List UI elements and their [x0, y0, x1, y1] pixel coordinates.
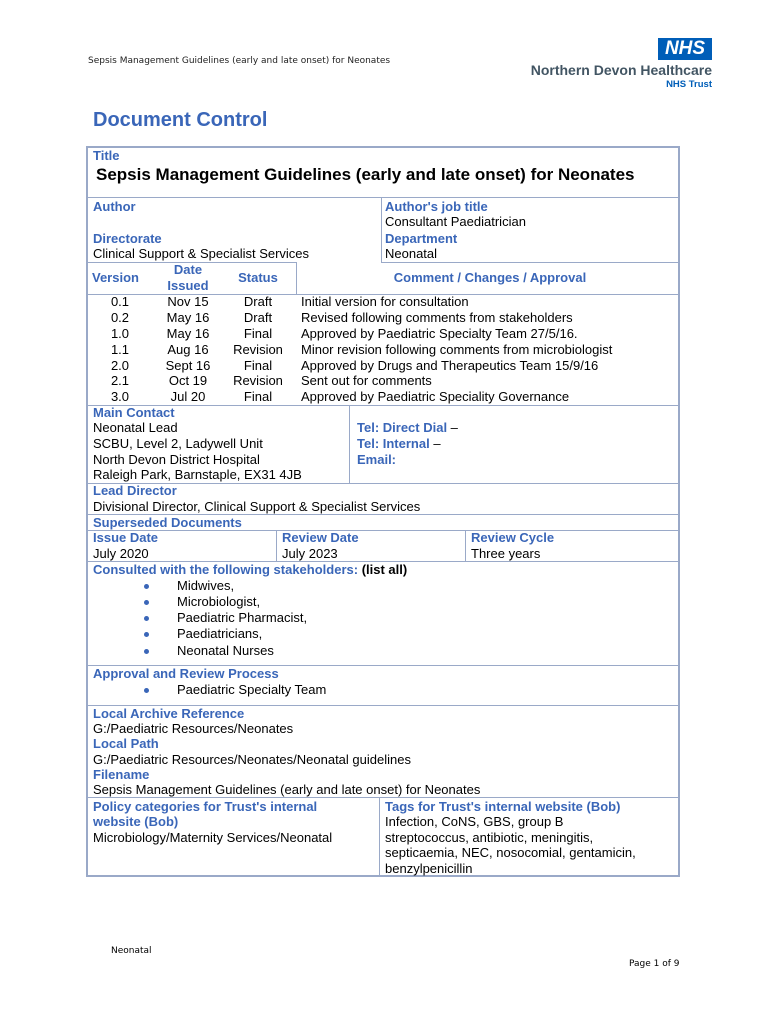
contact-line: SCBU, Level 2, Ladywell Unit [93, 436, 263, 451]
bullet-icon [144, 688, 149, 693]
tel-internal-value: – [429, 436, 441, 451]
date-cell: Jul 20 [170, 389, 206, 404]
comment-cell: Minor revision following comments from microbiologist [301, 342, 613, 357]
title-value: Sepsis Management Guidelines (early and late onset) for Neonates [96, 165, 635, 184]
tags-line: streptococcus, antibiotic, meningitis, [385, 830, 594, 845]
review-date-label: Review Date [282, 530, 359, 545]
status-cell: Draft [243, 294, 273, 309]
comment-cell: Approved by Drugs and Therapeutics Team 15/9/16 [301, 358, 599, 373]
tags-label: Tags for Trust's internal website (Bob) [385, 799, 621, 814]
version-cell: 1.0 [110, 326, 130, 341]
department-value: Neonatal [385, 246, 438, 261]
email-label: Email: [357, 452, 397, 467]
bullet-icon [144, 600, 149, 605]
version-cell: 3.0 [110, 389, 130, 404]
contact-line: Raleigh Park, Barnstaple, EX31 4JB [93, 467, 302, 482]
filename-value: Sepsis Management Guidelines (early and late onset) for Neonates [93, 782, 481, 797]
status-cell: Draft [243, 310, 273, 325]
tel-internal [357, 436, 441, 452]
review-date-value: July 2023 [282, 546, 338, 561]
approval-item: Paediatric Specialty Team [177, 682, 327, 697]
bullet-icon [144, 632, 149, 637]
comment-cell: Revised following comments from stakeholders [301, 310, 573, 325]
review-cycle-value: Three years [471, 546, 541, 561]
lead-director-value: Divisional Director, Clinical Support & Specialist Services [93, 499, 421, 514]
status-cell: Final [243, 358, 273, 373]
directorate-label: Directorate [93, 231, 162, 246]
col-dates-split2 [465, 531, 466, 562]
directorate-value: Clinical Support & Specialist Services [93, 246, 310, 261]
tel-direct-label: Tel: Direct Dial [357, 420, 448, 435]
version-cell: 0.2 [110, 310, 130, 325]
header-doc-name: Sepsis Management Guidelines (early and late onset) for Neonates [88, 56, 391, 66]
page-number: Page 1 of 9 [629, 959, 680, 969]
stakeholder-item: Midwives, [177, 578, 235, 593]
issue-date-label: Issue Date [93, 530, 159, 545]
version-cell: 2.1 [110, 373, 130, 388]
author-label: Author [93, 199, 136, 214]
stakeholder-item: Paediatricians, [177, 626, 263, 641]
date-cell: Aug 16 [167, 342, 209, 357]
contact-line: Neonatal Lead [93, 420, 178, 435]
consulted-label: Consulted with the following stakeholders: [93, 562, 359, 577]
status-cell: Revision [233, 373, 283, 388]
rule-title [87, 197, 679, 198]
local-archive-label: Local Archive Reference [93, 706, 245, 721]
status-cell: Final [243, 326, 273, 341]
policy-label-line1: Policy categories for Trust's internal [93, 799, 318, 814]
consulted-heading [93, 562, 407, 578]
col-author-split [381, 198, 382, 263]
status-cell: Revision [233, 342, 283, 357]
main-contact-label: Main Contact [93, 405, 175, 420]
tags-line: benzylpenicillin [385, 861, 473, 876]
bullet-icon [144, 649, 149, 654]
comment-cell: Initial version for consultation [301, 294, 469, 309]
date-cell: Nov 15 [167, 294, 209, 309]
date-header-line2: Issued [167, 278, 209, 293]
policy-label-line2: website (Bob) [93, 814, 179, 829]
policy-value: Microbiology/Maternity Services/Neonatal [93, 830, 333, 845]
approval-label: Approval and Review Process [93, 666, 279, 681]
local-path-label: Local Path [93, 736, 159, 751]
tags-line: septicaemia, NEC, nosocomial, gentamicin, [385, 845, 636, 860]
issue-date-value: July 2020 [93, 546, 149, 561]
date-cell: Oct 19 [168, 373, 208, 388]
status-cell: Final [243, 389, 273, 404]
local-path-value: G:/Paediatric Resources/Neonates/Neonatal guidelines [93, 752, 411, 767]
tel-direct [357, 420, 458, 436]
superseded-label: Superseded Documents [93, 515, 242, 530]
review-cycle-label: Review Cycle [471, 530, 555, 545]
page-title: Document Control [93, 109, 268, 131]
status-header: Status [238, 270, 278, 285]
org-name: Northern Devon Healthcare [530, 62, 712, 78]
local-archive-value: G:/Paediatric Resources/Neonates [93, 721, 294, 736]
col-dates-split1 [276, 531, 277, 562]
stakeholder-item: Paediatric Pharmacist, [177, 610, 308, 625]
job-title-label: Author's job title [385, 199, 488, 214]
version-header: Version [92, 270, 139, 285]
date-cell: May 16 [166, 310, 210, 325]
title-label: Title [93, 148, 120, 163]
nhs-logo: NHS [658, 38, 712, 60]
comment-header: Comment / Changes / Approval [393, 270, 587, 285]
stakeholder-item: Microbiologist, [177, 594, 261, 609]
tags-line: Infection, CoNS, GBS, group B [385, 814, 564, 829]
stakeholder-item: Neonatal Nurses [177, 643, 274, 658]
comment-cell: Approved by Paediatric Specialty Team 27/5/16. [301, 326, 578, 341]
date-cell: Sept 16 [165, 358, 211, 373]
rule-dept [382, 262, 679, 263]
col-contact-split [349, 406, 350, 484]
date-header-line1: Date [173, 262, 203, 277]
version-cell: 2.0 [110, 358, 130, 373]
version-cell: 0.1 [110, 294, 130, 309]
tel-direct-value: – [447, 420, 458, 435]
consulted-suffix: (list all) [358, 562, 408, 577]
footer-left: Neonatal [111, 946, 152, 956]
comment-cell: Sent out for comments [301, 373, 432, 388]
filename-label: Filename [93, 767, 150, 782]
bullet-icon [144, 616, 149, 621]
department-label: Department [385, 231, 458, 246]
version-cell: 1.1 [110, 342, 130, 357]
col-policy-split [379, 798, 380, 876]
col-status-split [296, 263, 297, 295]
lead-director-label: Lead Director [93, 483, 177, 498]
date-cell: May 16 [166, 326, 210, 341]
contact-line: North Devon District Hospital [93, 452, 260, 467]
bullet-icon [144, 584, 149, 589]
tel-internal-label: Tel: Internal [357, 436, 430, 451]
org-subname: NHS Trust [666, 79, 712, 90]
comment-cell: Approved by Paediatric Speciality Governance [301, 389, 570, 404]
job-title-value: Consultant Paediatrician [385, 214, 526, 229]
rule-versions-end [87, 405, 679, 406]
